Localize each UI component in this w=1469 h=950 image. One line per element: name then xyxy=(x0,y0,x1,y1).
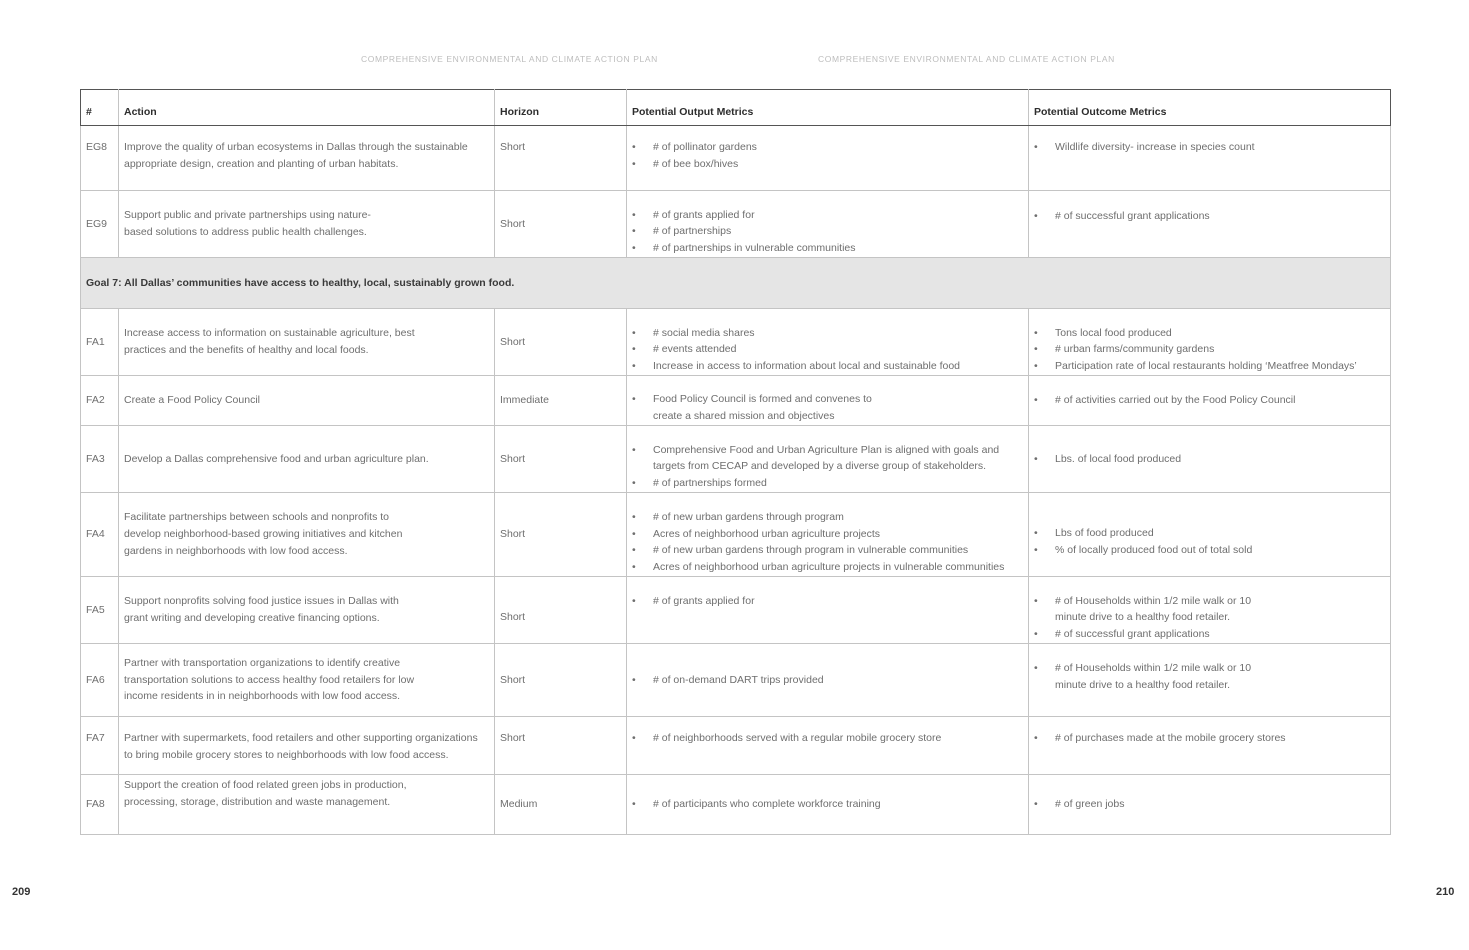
action-line: Facilitate partnerships between schools and nonprofits to xyxy=(124,511,389,524)
row-horizon: Short xyxy=(495,644,627,717)
metric-item: • # of grants applied for xyxy=(632,207,1023,224)
header-action: Action xyxy=(119,90,495,126)
metric-line: • # of Households within 1/2 mile walk or 10 xyxy=(1055,594,1252,607)
row-action xyxy=(119,775,495,835)
action-line: Develop a Dallas comprehensive food and urban agriculture plan. xyxy=(124,452,429,465)
table-row xyxy=(81,577,1391,644)
action-line: gardens in neighborhoods with low food access. xyxy=(124,544,348,557)
row-outcome-metrics xyxy=(1029,126,1391,191)
metric-item: • % of locally produced food out of total sold xyxy=(1034,542,1385,559)
table-row xyxy=(81,426,1391,493)
row-outcome-metrics xyxy=(1029,309,1391,376)
metric-item: • # of partnerships formed xyxy=(632,475,1023,492)
row-outcome-metrics xyxy=(1029,376,1391,426)
metric-item xyxy=(632,442,1023,476)
row-horizon: Short xyxy=(495,126,627,191)
row-id: EG8 xyxy=(81,126,119,191)
row-outcome-metrics xyxy=(1029,775,1391,835)
row-horizon: Short xyxy=(495,191,627,258)
row-action xyxy=(119,493,495,577)
row-outcome-metrics xyxy=(1029,577,1391,644)
table-row xyxy=(81,644,1391,717)
metric-item: • # of successful grant applications xyxy=(1034,626,1385,643)
metric-item: • # of new urban gardens through program xyxy=(632,509,1023,526)
action-metrics-table xyxy=(80,89,1391,835)
metric-line: • Comprehensive Food and Urban Agriculture Plan is aligned with goals and xyxy=(653,443,1000,456)
metric-item: • # social media shares xyxy=(632,325,1023,342)
metric-item: • # of new urban gardens through program in vulnerable communities xyxy=(632,542,1023,559)
metric-item: • # of bee box/hives xyxy=(632,156,1023,173)
metric-line: minute drive to a healthy food retailer. xyxy=(1055,611,1231,624)
row-id: FA5 xyxy=(81,577,119,644)
row-action xyxy=(119,191,495,258)
action-line: income residents in in neighborhoods with low food access. xyxy=(124,690,401,703)
row-action xyxy=(119,644,495,717)
action-line: transportation solutions to access healthy food retailers for low xyxy=(124,673,415,686)
row-output-metrics xyxy=(627,717,1029,775)
row-output-metrics xyxy=(627,577,1029,644)
metric-item: • Lbs of food produced xyxy=(1034,525,1385,542)
row-output-metrics xyxy=(627,426,1029,493)
metric-item: • Tons local food produced xyxy=(1034,325,1385,342)
row-id: FA4 xyxy=(81,493,119,577)
row-horizon: Immediate xyxy=(495,376,627,426)
metric-item: • # of neighborhoods served with a regular mobile grocery store xyxy=(632,730,1023,747)
row-output-metrics xyxy=(627,191,1029,258)
running-header-right: COMPREHENSIVE ENVIRONMENTAL AND CLIMATE ACTION PLAN xyxy=(818,54,1115,64)
row-horizon: Short xyxy=(495,426,627,493)
header-outcome-metrics: Potential Outcome Metrics xyxy=(1029,90,1391,126)
action-line: processing, storage, distribution and waste management. xyxy=(124,795,391,808)
row-action xyxy=(119,577,495,644)
metric-item: • # urban farms/community gardens xyxy=(1034,341,1385,358)
row-output-metrics xyxy=(627,775,1029,835)
metric-line: targets from CECAP and developed by a diverse group of stakeholders. xyxy=(653,460,987,473)
row-output-metrics xyxy=(627,644,1029,717)
action-line: develop neighborhood-based growing initiatives and kitchen xyxy=(124,528,403,541)
metric-item: • Increase in access to information about local and sustainable food xyxy=(632,358,1023,375)
table-row xyxy=(81,493,1391,577)
goal-heading: Goal 7: All Dallas’ communities have access to healthy, local, sustainably grown food. xyxy=(81,258,1391,309)
row-action xyxy=(119,309,495,376)
action-line: to bring mobile grocery stores to neighborhoods with low food access. xyxy=(124,748,449,761)
row-horizon: Short xyxy=(495,717,627,775)
row-horizon: Short xyxy=(495,577,627,644)
row-horizon: Short xyxy=(495,493,627,577)
metric-item: • # of partnerships in vulnerable communities xyxy=(632,240,1023,257)
row-id: FA7 xyxy=(81,717,119,775)
metric-item: • # of grants applied for xyxy=(632,593,1023,610)
row-id: FA3 xyxy=(81,426,119,493)
action-line: Support the creation of food related green jobs in production, xyxy=(124,779,407,791)
header-num: # xyxy=(81,90,119,126)
action-line: Increase access to information on sustainable agriculture, best xyxy=(124,327,415,340)
metric-item: • # of green jobs xyxy=(1034,796,1385,813)
action-line: appropriate design, creation and planting of urban habitats. xyxy=(124,157,399,170)
page-number-left: 209 xyxy=(12,886,31,898)
goal-row xyxy=(81,258,1391,309)
action-line: grant writing and developing creative financing options. xyxy=(124,612,380,624)
row-output-metrics xyxy=(627,126,1029,191)
table-row xyxy=(81,376,1391,426)
header-output-metrics: Potential Output Metrics xyxy=(627,90,1029,126)
row-output-metrics xyxy=(627,493,1029,577)
row-horizon: Medium xyxy=(495,775,627,835)
row-id: FA1 xyxy=(81,309,119,376)
page-number-right: 210 xyxy=(1436,886,1455,898)
action-line: Support nonprofits solving food justice issues in Dallas with xyxy=(124,595,399,608)
metric-item xyxy=(632,391,1023,425)
metric-item xyxy=(1034,660,1385,694)
action-line: Create a Food Policy Council xyxy=(124,394,260,407)
metric-item: • Wildlife diversity- increase in species count xyxy=(1034,139,1385,156)
action-line: Support public and private partnerships using nature- xyxy=(124,209,371,222)
table-row xyxy=(81,775,1391,835)
metric-line: create a shared mission and objectives xyxy=(653,410,835,423)
metric-item: • # of pollinator gardens xyxy=(632,139,1023,156)
table-row xyxy=(81,126,1391,191)
table-row xyxy=(81,309,1391,376)
metric-item: • # of participants who complete workforce training xyxy=(632,796,1023,813)
action-line: Partner with supermarkets, food retailers and other supporting organizations xyxy=(124,732,478,744)
row-horizon: Short xyxy=(495,309,627,376)
row-id: EG9 xyxy=(81,191,119,258)
row-outcome-metrics xyxy=(1029,426,1391,493)
row-action xyxy=(119,426,495,493)
row-action xyxy=(119,376,495,426)
row-outcome-metrics xyxy=(1029,493,1391,577)
row-output-metrics xyxy=(627,309,1029,376)
row-id: FA6 xyxy=(81,644,119,717)
action-line: Partner with transportation organizations to identify creative xyxy=(124,656,401,669)
metric-item: • # events attended xyxy=(632,341,1023,358)
table-row xyxy=(81,717,1391,775)
row-action xyxy=(119,126,495,191)
row-output-metrics xyxy=(627,376,1029,426)
running-header-left: COMPREHENSIVE ENVIRONMENTAL AND CLIMATE ACTION PLAN xyxy=(361,54,658,64)
table-header-row xyxy=(81,90,1391,126)
row-outcome-metrics xyxy=(1029,717,1391,775)
row-id: FA8 xyxy=(81,775,119,835)
metric-item: • Acres of neighborhood urban agriculture projects xyxy=(632,526,1023,543)
metric-line: • # of Households within 1/2 mile walk or 10 xyxy=(1055,662,1252,674)
table-row xyxy=(81,191,1391,258)
header-horizon: Horizon xyxy=(495,90,627,126)
metric-item: • # of on-demand DART trips provided xyxy=(632,672,1023,689)
row-id: FA2 xyxy=(81,376,119,426)
metric-item: • # of purchases made at the mobile grocery stores xyxy=(1034,730,1385,747)
action-line: Improve the quality of urban ecosystems in Dallas through the sustainable xyxy=(124,141,468,153)
action-line: practices and the benefits of healthy and local foods. xyxy=(124,344,369,356)
metric-item: • Lbs. of local food produced xyxy=(1034,451,1385,468)
metric-line: minute drive to a healthy food retailer. xyxy=(1055,678,1231,691)
row-outcome-metrics xyxy=(1029,644,1391,717)
row-action xyxy=(119,717,495,775)
metric-item: • # of activities carried out by the Food Policy Council xyxy=(1034,392,1385,409)
metric-item: • # of successful grant applications xyxy=(1034,208,1385,225)
metric-item: • Participation rate of local restaurants holding ‘Meatfree Mondays’ xyxy=(1034,358,1385,375)
metric-item: • Acres of neighborhood urban agriculture projects in vulnerable communities xyxy=(632,559,1023,576)
metric-item: • # of partnerships xyxy=(632,223,1023,240)
action-line: based solutions to address public health challenges. xyxy=(124,226,367,238)
row-outcome-metrics xyxy=(1029,191,1391,258)
metric-item xyxy=(1034,593,1385,627)
metric-line: • Food Policy Council is formed and convenes to xyxy=(653,393,872,406)
